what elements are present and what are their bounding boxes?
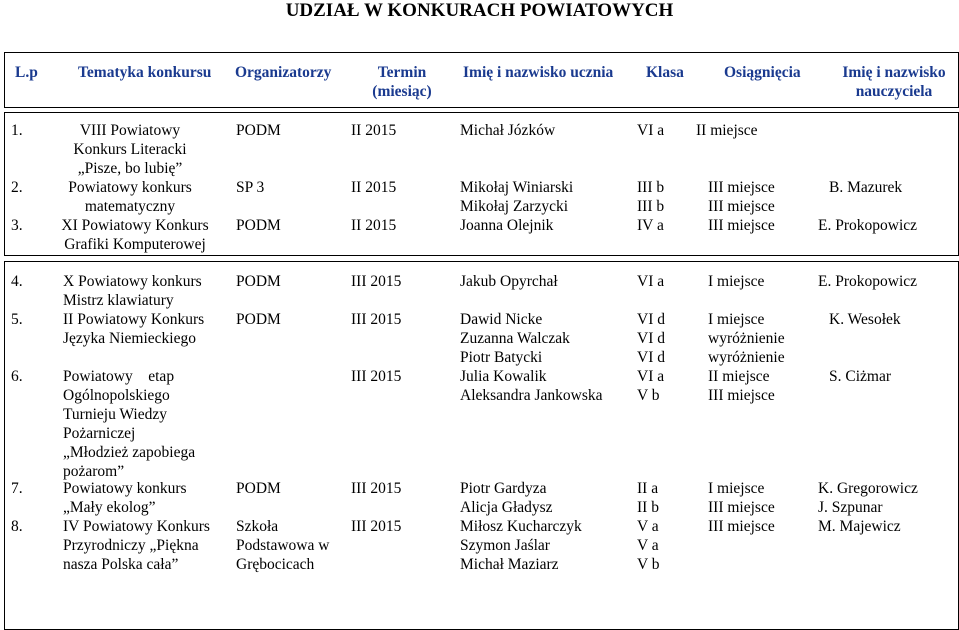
term: II 2015 [351, 122, 397, 139]
contest-topic: Powiatowy konkurs „Mały ekolog” [63, 480, 187, 516]
achievement: I miejsce III miejsce [708, 480, 775, 516]
header-teacher-1: Imię i nazwisko [842, 64, 946, 81]
term: III 2015 [351, 368, 402, 385]
achievement: III miejsce [708, 217, 775, 234]
organizer: PODM [236, 122, 281, 139]
row-number: 8. [11, 518, 23, 535]
organizer: PODM [236, 480, 281, 497]
contest-topic: Powiatowy konkurs matematyczny [68, 179, 192, 215]
row-number: 6. [11, 368, 23, 385]
organizer: PODM [236, 311, 281, 328]
header-achievement: Osiągnięcia [724, 64, 801, 81]
header-organizers: Organizatorzy [235, 64, 332, 81]
header-term-1: Termin [377, 64, 427, 81]
teacher-name: S. Ciżmar [829, 368, 891, 385]
class: IV a [637, 217, 664, 234]
row-number: 4. [11, 273, 23, 290]
teacher-name: B. Mazurek [829, 179, 903, 196]
teacher-name: K. Wesołek [829, 311, 901, 328]
class: VI d VI d VI d [637, 311, 665, 366]
organizer: Szkoła Podstawowa w Grębocicach [236, 518, 330, 573]
achievement: I miejsce [708, 273, 765, 290]
term: II 2015 [351, 179, 397, 196]
class: VI a [637, 273, 665, 290]
class: V a V a V b [637, 518, 660, 573]
class: VI a [637, 122, 665, 139]
contest-topic: X Powiatowy konkurs Mistrz klawiatury [63, 273, 202, 309]
row-number: 7. [11, 480, 23, 497]
organizer: SP 3 [236, 179, 265, 196]
contest-topic: IV Powiatowy Konkurs Przyrodniczy „Piękna nasza Polska cała” [63, 518, 210, 573]
student-name: Julia Kowalik Aleksandra Jankowska [460, 368, 603, 404]
term: III 2015 [351, 518, 402, 535]
row-number: 1. [11, 122, 23, 139]
student-name: Michał Józków [460, 122, 556, 139]
student-name: Joanna Olejnik [460, 217, 554, 234]
contest-topic: Powiatowy etap Ogólnopolskiego Turnieju Wiedzy Pożarniczej „Młodzież zapobiega pożarom” [63, 368, 196, 480]
term: III 2015 [351, 480, 402, 497]
term: III 2015 [351, 311, 402, 328]
organizer: PODM [236, 217, 281, 234]
class: III b III b [637, 179, 665, 215]
teacher-name: M. Majewicz [818, 518, 901, 535]
header-teacher-2: nauczyciela [855, 83, 933, 100]
class: II a II b [637, 480, 659, 516]
achievement: III miejsce III miejsce [708, 179, 775, 215]
header-student: Imię i nazwisko ucznia [463, 64, 614, 81]
row-number: 3. [11, 217, 23, 234]
header-topic: Tematyka konkursu [78, 64, 212, 81]
term: III 2015 [351, 273, 402, 290]
teacher-name: K. Gregorowicz J. Szpunar [818, 480, 918, 516]
contest-topic: XI Powiatowy Konkurs Grafiki Komputerowej [61, 217, 209, 253]
student-name: Piotr Gardyza Alicja Gładysz [460, 480, 553, 516]
row-number: 2. [11, 179, 23, 196]
teacher-name: E. Prokopowicz [818, 273, 918, 290]
header-lp: L.p [15, 64, 38, 81]
term: II 2015 [351, 217, 397, 234]
header-class: Klasa [646, 64, 684, 81]
achievement: II miejsce [696, 122, 758, 139]
achievement: II miejsce III miejsce [708, 368, 775, 404]
student-name: Dawid Nicke Zuzanna Walczak Piotr Batycki [460, 311, 570, 366]
student-name: Miłosz Kucharczyk Szymon Jaślar Michał Maziarz [460, 518, 582, 573]
page-title: UDZIAŁ W KONKURACH POWIATOWYCH [285, 0, 674, 21]
teacher-name: E. Prokopowicz [818, 217, 918, 234]
row-number: 5. [11, 311, 23, 328]
contest-topic: II Powiatowy Konkurs Języka Niemieckiego [63, 311, 205, 347]
achievement: III miejsce [708, 518, 775, 535]
achievement: I miejsce wyróżnienie wyróżnienie [708, 311, 785, 366]
contest-topic: VIII Powiatowy Konkurs Literacki „Pisze, bo lubię” [73, 122, 187, 177]
student-name: Jakub Opyrchał [460, 273, 558, 290]
class: VI a V b [637, 368, 665, 404]
header-term-2: (miesiąc) [372, 83, 432, 100]
student-name: Mikołaj Winiarski Mikołaj Zarzycki [460, 179, 574, 215]
organizer: PODM [236, 273, 281, 290]
